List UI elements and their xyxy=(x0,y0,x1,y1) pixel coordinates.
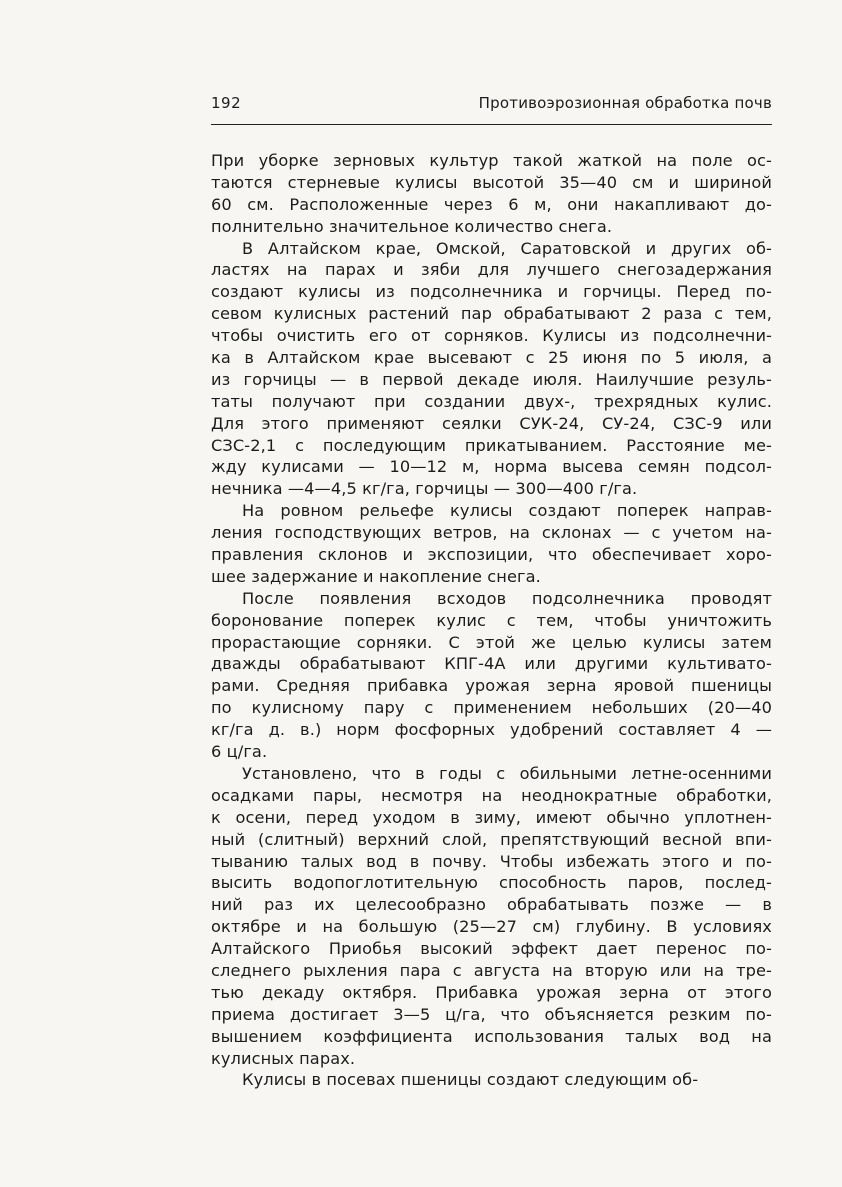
text-line: октябре и на большую (25—27 см) глубину. В условиях xyxy=(211,917,772,937)
text-line: ка в Алтайском крае высевают с 25 июня по 5 июля, а xyxy=(211,348,772,368)
text-line: высить водопоглотительную способность паров, послед- xyxy=(211,873,772,893)
text-line: Алтайского Приобья высокий эффект дает перенос по- xyxy=(211,939,772,959)
text-line: таты получают при создании двух-, трехрядных кулис. xyxy=(211,391,772,411)
text-line: к осени, перед уходом в зиму, имеют обычно уплотнен- xyxy=(211,807,772,827)
text-line: рами. Средняя прибавка урожая зерна яровой пшеницы xyxy=(211,676,772,696)
text-line: чтобы очистить его от сорняков. Кулисы из подсолнечни- xyxy=(211,326,772,346)
paragraph xyxy=(211,500,772,588)
text-line: На ровном рельефе кулисы создают поперек направ- xyxy=(242,501,772,521)
text-line: ный (слитный) верхний слой, препятствующий весной впи- xyxy=(211,829,772,849)
text-line: по кулисному пару с применением небольших (20—40 xyxy=(211,698,772,718)
text-line: Для этого применяют сеялки СУК-24, СУ-24, СЗС-9 или xyxy=(211,413,772,433)
paragraph xyxy=(211,763,772,1069)
page-header xyxy=(211,92,772,122)
text-line: При уборке зерновых культур такой жаткой на поле ос- xyxy=(211,151,772,170)
text-line: Установлено, что в годы с обильными летне-осенними xyxy=(242,763,772,783)
text-line: ластях на парах и зяби для лучшего снегозадержания xyxy=(211,260,772,280)
text-line: После появления всходов подсолнечника проводят xyxy=(242,588,772,608)
text-line: осадками пары, несмотря на неоднократные обработки, xyxy=(211,785,772,805)
text-line: севом кулисных растений пар обрабатывают 2 раза с тем, xyxy=(211,304,772,324)
text-line: тью декаду октября. Прибавка урожая зерна от этого xyxy=(211,982,772,1002)
paragraph xyxy=(211,150,772,238)
text-line: боронование поперек кулис с тем, чтобы уничтожить xyxy=(211,610,772,630)
text-line: приема достигает 3—5 ц/га, что объясняется резким по- xyxy=(211,1004,772,1024)
text-line: СЗС-2,1 с последующим прикатыванием. Расстояние ме- xyxy=(211,435,772,455)
text-line: тыванию талых вод в почву. Чтобы избежать этого и по- xyxy=(211,851,772,871)
text-line: полнительно значительное количество снега. xyxy=(211,216,613,236)
text-line: жду кулисами — 10—12 м, норма высева семян подсол- xyxy=(211,457,772,477)
text-line: 6 ц/га. xyxy=(211,742,268,762)
text-line: дважды обрабатывают КПГ-4А или другими культивато- xyxy=(211,654,772,674)
text-line: нечника —4—4,5 кг/га, горчицы — 300—400 г/га. xyxy=(211,479,638,499)
text-line: прорастающие сорняки. С этой же целью кулисы затем xyxy=(211,632,772,652)
header-rule xyxy=(211,124,772,125)
text-line: Кулисы в посевах пшеницы создают следующим об- xyxy=(242,1070,699,1090)
text-line: шее задержание и накопление снега. xyxy=(211,566,541,586)
text-line: В Алтайском крае, Омской, Саратовской и других об- xyxy=(242,238,772,258)
text-line: таются стерневые кулисы высотой 35—40 см и шириной xyxy=(211,172,772,192)
page-number: 192 xyxy=(211,94,242,112)
text-line: вышением коэффициента использования талых вод на xyxy=(211,1026,772,1046)
paragraph xyxy=(211,1069,772,1091)
running-title: Противоэрозионная обработка почв xyxy=(478,94,772,112)
text-line: правления склонов и экспозиции, что обеспечивает хоро- xyxy=(211,545,772,565)
paragraph xyxy=(211,588,772,763)
text-line: кг/га д. в.) норм фосфорных удобрений составляет 4 — xyxy=(211,720,772,740)
body-text xyxy=(211,150,772,1091)
paragraph xyxy=(211,238,772,501)
text-line: из горчицы — в первой декаде июля. Наилучшие резуль- xyxy=(211,369,772,389)
text-line: следнего рыхления пара с августа на вторую или на тре- xyxy=(211,960,772,980)
text-line: создают кулисы из подсолнечника и горчицы. Перед по- xyxy=(211,282,772,302)
text-line: ний раз их целесообразно обрабатывать позже — в xyxy=(211,895,772,915)
text-line: кулисных парах. xyxy=(211,1048,356,1068)
text-line: 60 см. Расположенные через 6 м, они накапливают до- xyxy=(211,194,772,214)
text-line: ления господствующих ветров, на склонах — с учетом на- xyxy=(211,523,772,543)
